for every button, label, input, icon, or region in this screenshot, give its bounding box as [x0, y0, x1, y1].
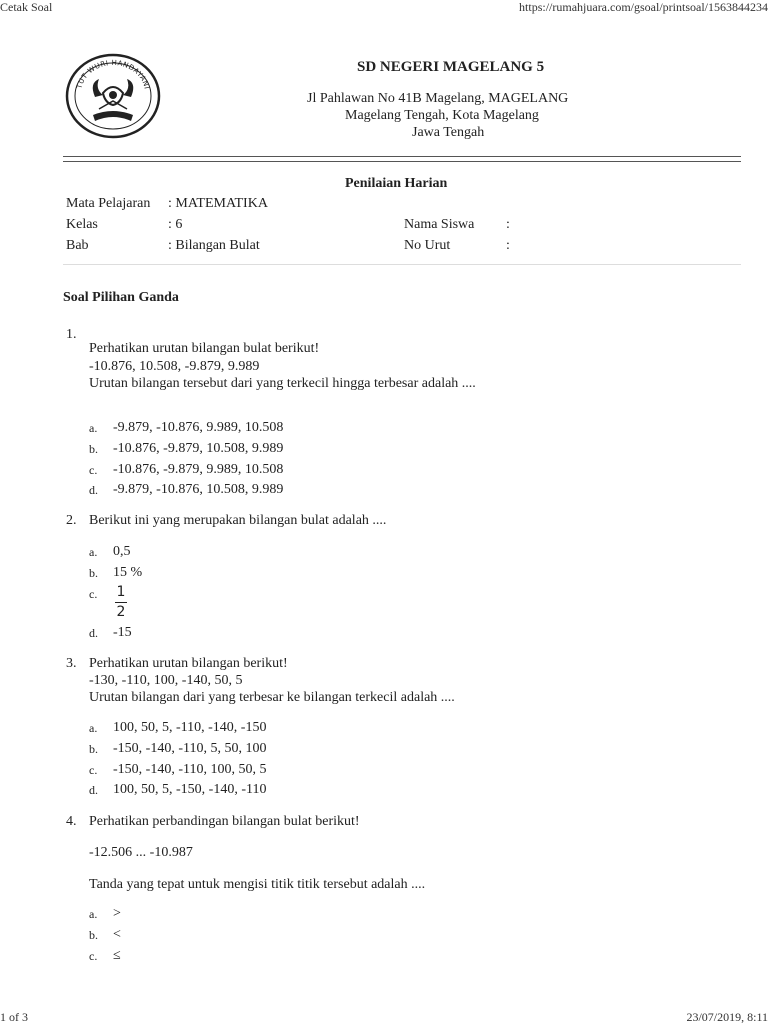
option-text: -9.879, -10.876, 10.508, 9.989	[113, 482, 284, 497]
question-text: -10.876, 10.508, -9.879, 9.989	[89, 359, 260, 374]
question-text: Urutan bilangan tersebut dari yang terkecil hingga terbesar adalah ....	[89, 376, 476, 391]
option-text: <	[113, 927, 121, 942]
option-text: 100, 50, 5, -150, -140, -110	[113, 782, 267, 797]
question-text: Tanda yang tepat untuk mengisi titik titik tersebut adalah ....	[89, 877, 426, 892]
subject-label: Mata Pelajaran	[66, 196, 151, 211]
option-text: -10.876, -9.879, 9.989, 10.508	[113, 462, 284, 477]
option-label: a.	[89, 907, 98, 921]
school-address-line1: Jl Pahlawan No 41B Magelang, MAGELANG	[307, 91, 569, 106]
student-name-value: :	[506, 217, 510, 232]
subject-value: : MATEMATIKA	[168, 196, 268, 211]
print-page-title: Cetak Soal	[0, 0, 53, 14]
exam-title: Penilaian Harian	[345, 176, 448, 191]
option-label: b.	[89, 566, 98, 580]
question-text: Perhatikan perbandingan bilangan bulat berikut!	[89, 814, 360, 829]
option-text: -10.876, -9.879, 10.508, 9.989	[113, 441, 284, 456]
school-logo	[65, 53, 161, 139]
option-label: d.	[89, 626, 98, 640]
class-label: Kelas	[66, 217, 98, 232]
question-text: -12.506 ... -10.987	[89, 845, 193, 860]
question-number: 1.	[66, 327, 77, 342]
option-text: ≤	[113, 948, 121, 963]
svg-text:TUT WURI HANDAYANI: TUT WURI HANDAYANI	[75, 58, 151, 91]
question-text: -130, -110, 100, -140, 50, 5	[89, 673, 243, 688]
info-divider	[63, 264, 741, 265]
option-label: c.	[89, 949, 98, 963]
fraction-numerator: 1	[116, 584, 126, 600]
header-divider	[63, 156, 741, 162]
chapter-value: : Bilangan Bulat	[168, 238, 260, 253]
question-text: Perhatikan urutan bilangan bulat berikut!	[89, 341, 320, 356]
question-number: 4.	[66, 814, 77, 829]
chapter-label: Bab	[66, 238, 89, 253]
student-name-label: Nama Siswa	[404, 217, 475, 232]
student-number-label: No Urut	[404, 238, 451, 253]
option-label: a.	[89, 545, 98, 559]
option-text: -150, -140, -110, 5, 50, 100	[113, 741, 267, 756]
student-number-value: :	[506, 238, 510, 253]
fraction	[115, 584, 127, 622]
print-datetime: 23/07/2019, 8:11	[686, 1010, 768, 1024]
print-url: https://rumahjuara.com/gsoal/printsoal/1563844234	[519, 0, 768, 14]
fraction-bar	[115, 602, 127, 603]
school-address-line2: Magelang Tengah, Kota Magelang	[345, 108, 539, 123]
option-label: b.	[89, 742, 98, 756]
option-text: -15	[113, 625, 132, 640]
option-text: -9.879, -10.876, 9.989, 10.508	[113, 420, 284, 435]
fraction-denominator: 2	[116, 604, 126, 620]
question-number: 2.	[66, 513, 77, 528]
option-label: b.	[89, 442, 98, 456]
option-text: -150, -140, -110, 100, 50, 5	[113, 762, 267, 777]
option-text: 0,5	[113, 544, 131, 559]
option-label: b.	[89, 928, 98, 942]
option-label: a.	[89, 421, 98, 435]
question-text: Perhatikan urutan bilangan berikut!	[89, 656, 288, 671]
question-text: Urutan bilangan dari yang terbesar ke bilangan terkecil adalah ....	[89, 690, 455, 705]
option-label: d.	[89, 483, 98, 497]
question-text: Berikut ini yang merupakan bilangan bulat adalah ....	[89, 513, 387, 528]
print-page-count: 1 of 3	[0, 1010, 28, 1024]
option-text: 100, 50, 5, -110, -140, -150	[113, 720, 267, 735]
option-text: >	[113, 906, 121, 921]
option-label: c.	[89, 587, 98, 601]
school-name: SD NEGERI MAGELANG 5	[357, 59, 545, 75]
option-label: a.	[89, 721, 98, 735]
option-text: 15 %	[113, 565, 143, 580]
section-title: Soal Pilihan Ganda	[63, 290, 179, 305]
question-number: 3.	[66, 656, 77, 671]
school-address-line3: Jawa Tengah	[412, 125, 485, 140]
option-label: d.	[89, 783, 98, 797]
class-value: : 6	[168, 217, 183, 232]
option-label: c.	[89, 463, 98, 477]
option-label: c.	[89, 763, 98, 777]
